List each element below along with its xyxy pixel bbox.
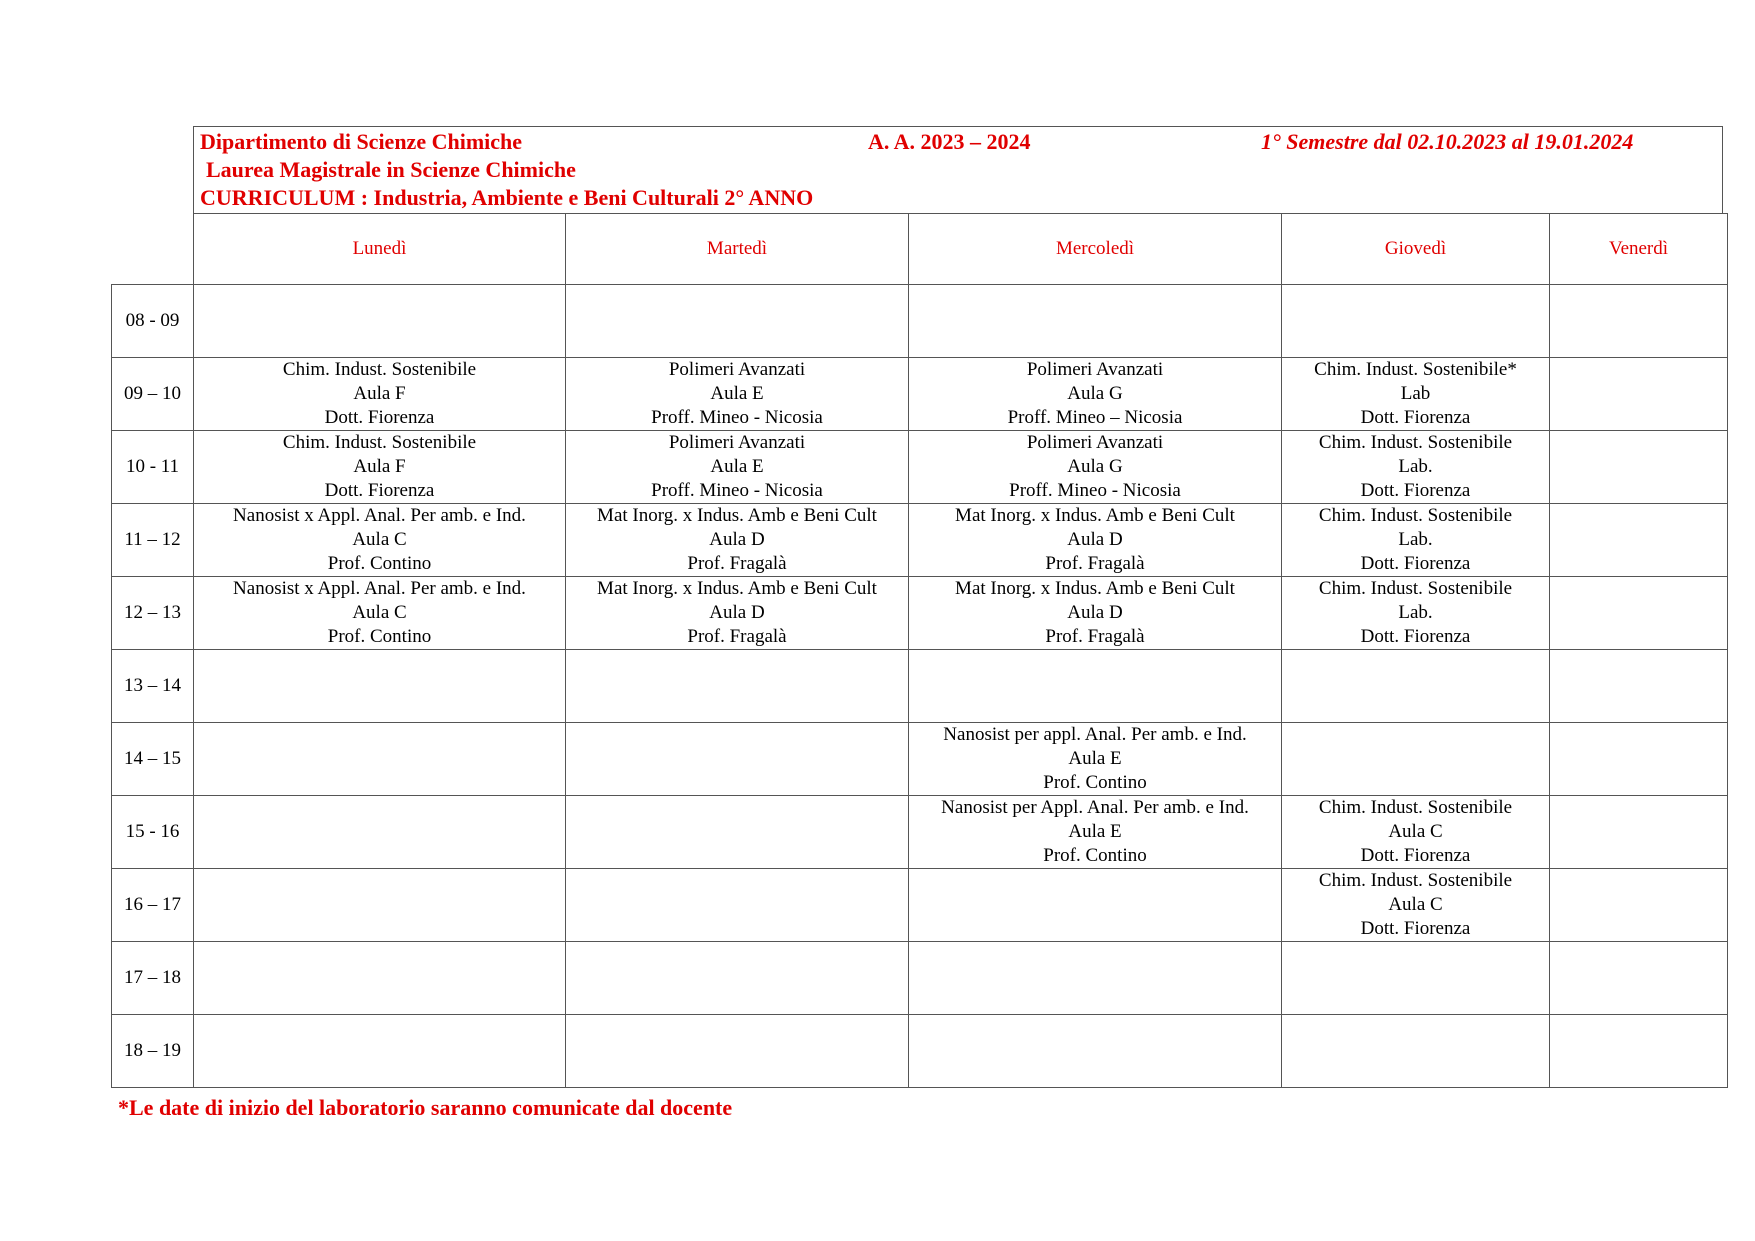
empty-cell [909, 1015, 1282, 1088]
lesson-cell [909, 431, 1282, 504]
time-slot-label: 14 – 15 [112, 723, 194, 796]
course-name: Nanosist per appl. Anal. Per amb. e Ind. [943, 724, 1247, 745]
empty-cell [1550, 650, 1728, 723]
room-name: Aula C [352, 602, 407, 623]
empty-cell [1550, 869, 1728, 942]
lesson-cell [566, 577, 909, 650]
time-slot-row [112, 504, 1728, 577]
lesson-cell [566, 358, 909, 431]
lesson-cell [566, 431, 909, 504]
room-name: Aula G [1067, 383, 1123, 404]
room-name: Aula D [709, 602, 765, 623]
time-slot-row [112, 796, 1728, 869]
teacher-name: Dott. Fiorenza [1360, 553, 1471, 574]
empty-cell [194, 942, 566, 1015]
room-name: Aula E [1068, 748, 1122, 769]
time-slot-label: 11 – 12 [112, 504, 194, 577]
empty-cell [566, 1015, 909, 1088]
lesson-cell [194, 577, 566, 650]
room-name: Lab. [1398, 529, 1433, 550]
lesson-cell [909, 723, 1282, 796]
course-name: Chim. Indust. Sostenibile [1318, 797, 1513, 818]
time-slot-row [112, 650, 1728, 723]
semester-dates: 1° Semestre dal 02.10.2023 al 19.01.2024 [1261, 129, 1634, 154]
teacher-name: Proff. Mineo - Nicosia [1009, 480, 1181, 501]
curriculum-title: CURRICULUM : Industria, Ambiente e Beni Culturali 2° ANNO [200, 185, 814, 210]
teacher-name: Prof. Contino [327, 626, 432, 647]
teacher-name: Proff. Mineo - Nicosia [651, 480, 823, 501]
course-name: Nanosist x Appl. Anal. Per amb. e Ind. [233, 578, 526, 599]
teacher-name: Proff. Mineo – Nicosia [1007, 407, 1183, 428]
empty-cell [566, 650, 909, 723]
room-name: Aula G [1067, 456, 1123, 477]
day-tuesday: Martedì [566, 214, 909, 285]
empty-cell [1550, 431, 1728, 504]
day-wednesday: Mercoledì [909, 214, 1282, 285]
room-name: Aula E [1068, 821, 1122, 842]
time-slot-row [112, 723, 1728, 796]
course-name: Mat Inorg. x Indus. Amb e Beni Cult [955, 578, 1235, 599]
lesson-cell [1282, 577, 1550, 650]
time-slot-row [112, 942, 1728, 1015]
teacher-name: Dott. Fiorenza [324, 480, 435, 501]
time-slot-row [112, 577, 1728, 650]
time-slot-row [112, 431, 1728, 504]
time-slot-label: 09 – 10 [112, 358, 194, 431]
course-name: Polimeri Avanzati [668, 432, 806, 453]
teacher-name: Dott. Fiorenza [1360, 918, 1471, 939]
empty-cell [194, 796, 566, 869]
time-slot-label: 12 – 13 [112, 577, 194, 650]
room-name: Aula C [1388, 894, 1443, 915]
schedule-header [193, 126, 1723, 213]
empty-cell [1282, 942, 1550, 1015]
room-name: Aula C [1388, 821, 1443, 842]
empty-cell [1282, 285, 1550, 358]
empty-cell [1550, 504, 1728, 577]
course-name: Polimeri Avanzati [668, 359, 806, 380]
course-name: Polimeri Avanzati [1026, 359, 1164, 380]
time-slot-label: 17 – 18 [112, 942, 194, 1015]
room-name: Aula E [710, 456, 764, 477]
lesson-cell [194, 431, 566, 504]
day-header-row [112, 214, 1728, 285]
time-slot-row [112, 285, 1728, 358]
lesson-cell [909, 577, 1282, 650]
empty-cell [194, 650, 566, 723]
course-name: Chim. Indust. Sostenibile [1318, 505, 1513, 526]
course-name: Mat Inorg. x Indus. Amb e Beni Cult [597, 578, 877, 599]
teacher-name: Dott. Fiorenza [1360, 407, 1471, 428]
empty-cell [1282, 650, 1550, 723]
empty-cell [566, 723, 909, 796]
room-name: Aula F [353, 383, 406, 404]
course-name: Polimeri Avanzati [1026, 432, 1164, 453]
empty-cell [1550, 577, 1728, 650]
teacher-name: Dott. Fiorenza [324, 407, 435, 428]
empty-cell [909, 869, 1282, 942]
time-slot-label: 10 - 11 [112, 431, 194, 504]
day-friday: Venerdì [1550, 214, 1728, 285]
course-name: Mat Inorg. x Indus. Amb e Beni Cult [597, 505, 877, 526]
time-slot-label: 18 – 19 [112, 1015, 194, 1088]
course-name: Chim. Indust. Sostenibile [282, 359, 477, 380]
empty-cell [909, 942, 1282, 1015]
degree-title: Laurea Magistrale in Scienze Chimiche [206, 157, 576, 182]
time-slot-label: 08 - 09 [112, 285, 194, 358]
room-name: Aula C [352, 529, 407, 550]
lesson-cell [909, 358, 1282, 431]
day-thursday: Giovedì [1282, 214, 1550, 285]
lesson-cell [566, 504, 909, 577]
time-slot-row [112, 1015, 1728, 1088]
time-slot-label: 16 – 17 [112, 869, 194, 942]
room-name: Aula D [1067, 602, 1123, 623]
empty-cell [1550, 285, 1728, 358]
lesson-cell [909, 796, 1282, 869]
room-name: Lab [1400, 383, 1431, 404]
lesson-cell [194, 504, 566, 577]
empty-cell [909, 285, 1282, 358]
course-name: Nanosist x Appl. Anal. Per amb. e Ind. [233, 505, 526, 526]
empty-cell [194, 1015, 566, 1088]
teacher-name: Prof. Fragalà [1045, 553, 1145, 574]
empty-cell [1550, 796, 1728, 869]
empty-cell [1282, 723, 1550, 796]
time-slot-label: 15 - 16 [112, 796, 194, 869]
course-name: Chim. Indust. Sostenibile [1318, 432, 1513, 453]
course-name: Chim. Indust. Sostenibile [1318, 578, 1513, 599]
room-name: Lab. [1398, 602, 1433, 623]
teacher-name: Prof. Fragalà [687, 626, 787, 647]
empty-cell [566, 869, 909, 942]
lesson-cell [909, 504, 1282, 577]
empty-cell [1550, 1015, 1728, 1088]
teacher-name: Prof. Fragalà [687, 553, 787, 574]
lesson-cell [194, 358, 566, 431]
lesson-cell [1282, 504, 1550, 577]
teacher-name: Dott. Fiorenza [1360, 845, 1471, 866]
teacher-name: Dott. Fiorenza [1360, 480, 1471, 501]
room-name: Aula E [710, 383, 764, 404]
time-slot-row [112, 869, 1728, 942]
teacher-name: Prof. Fragalà [1045, 626, 1145, 647]
teacher-name: Prof. Contino [1043, 772, 1147, 793]
teacher-name: Dott. Fiorenza [1360, 626, 1471, 647]
department-title: Dipartimento di Scienze Chimiche [200, 129, 523, 154]
room-name: Aula D [709, 529, 765, 550]
empty-cell [194, 285, 566, 358]
timetable [111, 213, 1728, 1088]
time-slot-row [112, 358, 1728, 431]
time-slot-label: 13 – 14 [112, 650, 194, 723]
course-name: Mat Inorg. x Indus. Amb e Beni Cult [955, 505, 1235, 526]
room-name: Aula D [1067, 529, 1123, 550]
empty-cell [194, 723, 566, 796]
room-name: Aula F [353, 456, 406, 477]
course-name: Chim. Indust. Sostenibile [282, 432, 477, 453]
empty-cell [1550, 723, 1728, 796]
empty-cell [566, 285, 909, 358]
lesson-cell [1282, 358, 1550, 431]
teacher-name: Prof. Contino [327, 553, 432, 574]
teacher-name: Proff. Mineo - Nicosia [651, 407, 823, 428]
empty-cell [194, 869, 566, 942]
empty-cell [566, 942, 909, 1015]
lesson-cell [1282, 796, 1550, 869]
corner-cell [112, 214, 194, 285]
empty-cell [1282, 1015, 1550, 1088]
empty-cell [1550, 358, 1728, 431]
empty-cell [566, 796, 909, 869]
room-name: Lab. [1398, 456, 1433, 477]
lab-footnote: *Le date di inizio del laboratorio saranno comunicate dal docente [118, 1095, 733, 1120]
course-name: Nanosist per Appl. Anal. Per amb. e Ind. [941, 797, 1249, 818]
teacher-name: Prof. Contino [1043, 845, 1147, 866]
day-monday: Lunedì [194, 214, 566, 285]
course-name: Chim. Indust. Sostenibile* [1314, 359, 1517, 380]
academic-year: A. A. 2023 – 2024 [868, 129, 1031, 154]
course-name: Chim. Indust. Sostenibile [1318, 870, 1513, 891]
lesson-cell [1282, 431, 1550, 504]
empty-cell [1550, 942, 1728, 1015]
empty-cell [909, 650, 1282, 723]
lesson-cell [1282, 869, 1550, 942]
